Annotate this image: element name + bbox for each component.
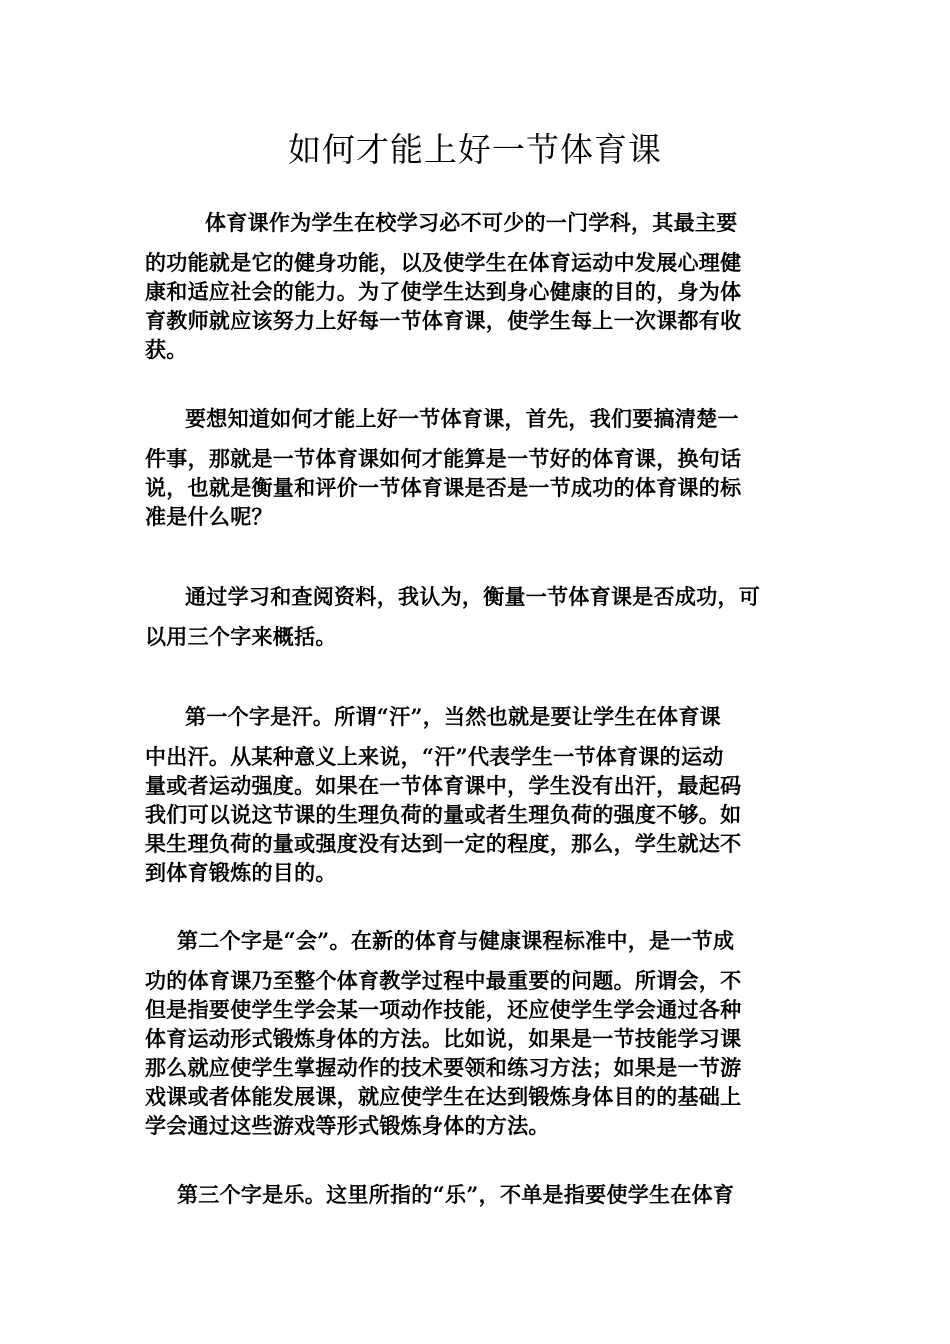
paragraph-line: 体育课作为学生在校学习必不可少的一门学科，其最主要 [205,210,738,235]
paragraph-line: 康和适应社会的能力。为了使学生达到身心健康的目的，身为体 [145,279,742,304]
paragraph [145,702,810,887]
paragraph [145,926,810,1140]
paragraph-line: 育教师就应该努力上好每一节体育课，使学生每上一次课都有收 [145,308,742,333]
paragraph-line: 但是指要使学生学会某一项动作技能，还应使学生学会通过各种 [145,997,742,1022]
paragraph-line: 戏课或者体能发展课，就应使学生在达到锻炼身体目的的基础上 [145,1084,742,1109]
paragraph-line: 我们可以说这节课的生理负荷的量或者生理负荷的强度不够。如 [145,802,742,827]
paragraph-line: 体育运动形式锻炼身体的方法。比如说，如果是一节技能学习课 [145,1026,742,1051]
paragraph-line: 到体育锻炼的目的。 [145,860,337,885]
paragraph-line: 那么就应使学生掌握动作的技术要领和练习方法；如果是一节游 [145,1055,742,1080]
paragraph-line: 果生理负荷的量或强度没有达到一定的程度，那么，学生就达不 [145,831,742,856]
paragraph [145,1180,810,1220]
paragraph-line: 件事，那就是一节体育课如何才能算是一节好的体育课，换句话 [145,446,742,471]
document-title: 如何才能上好一节体育课 [288,130,662,169]
paragraph-line: 获。 [145,337,188,362]
paragraph-line: 学会通过这些游戏等形式锻炼身体的方法。 [145,1113,550,1138]
paragraph [145,404,810,531]
paragraph-line: 准是什么呢？ [145,504,273,529]
paragraph-line: 第一个字是汗。所谓“汗”，当然也就是要让学生在体育课 [185,704,721,729]
paragraph [145,582,810,651]
paragraph-line: 说，也就是衡量和评价一节体育课是否是一节成功的体育课的标 [145,475,742,500]
paragraph-line: 以用三个字来概括。 [145,624,337,649]
paragraph-line: 第三个字是乐。这里所指的“乐”，不单是指要使学生在体育 [177,1182,735,1207]
paragraph [145,208,810,364]
paragraph-line: 中出汗。从某种意义上来说，“汗”代表学生一节体育课的运动 [145,744,724,769]
paragraph-line: 要想知道如何才能上好一节体育课，首先，我们要搞清楚一 [185,406,739,431]
paragraph-line: 通过学习和查阅资料，我认为，衡量一节体育课是否成功，可 [185,584,761,609]
paragraph-line: 功的体育课乃至整个体育教学过程中最重要的问题。所谓会，不 [145,968,742,993]
paragraph-line: 的功能就是它的健身功能，以及使学生在体育运动中发展心理健 [145,250,742,275]
paragraph-line: 量或者运动强度。如果在一节体育课中，学生没有出汗，最起码 [145,773,742,798]
paragraph-line: 第二个字是“会”。在新的体育与健康课程标准中，是一节成 [177,928,735,953]
